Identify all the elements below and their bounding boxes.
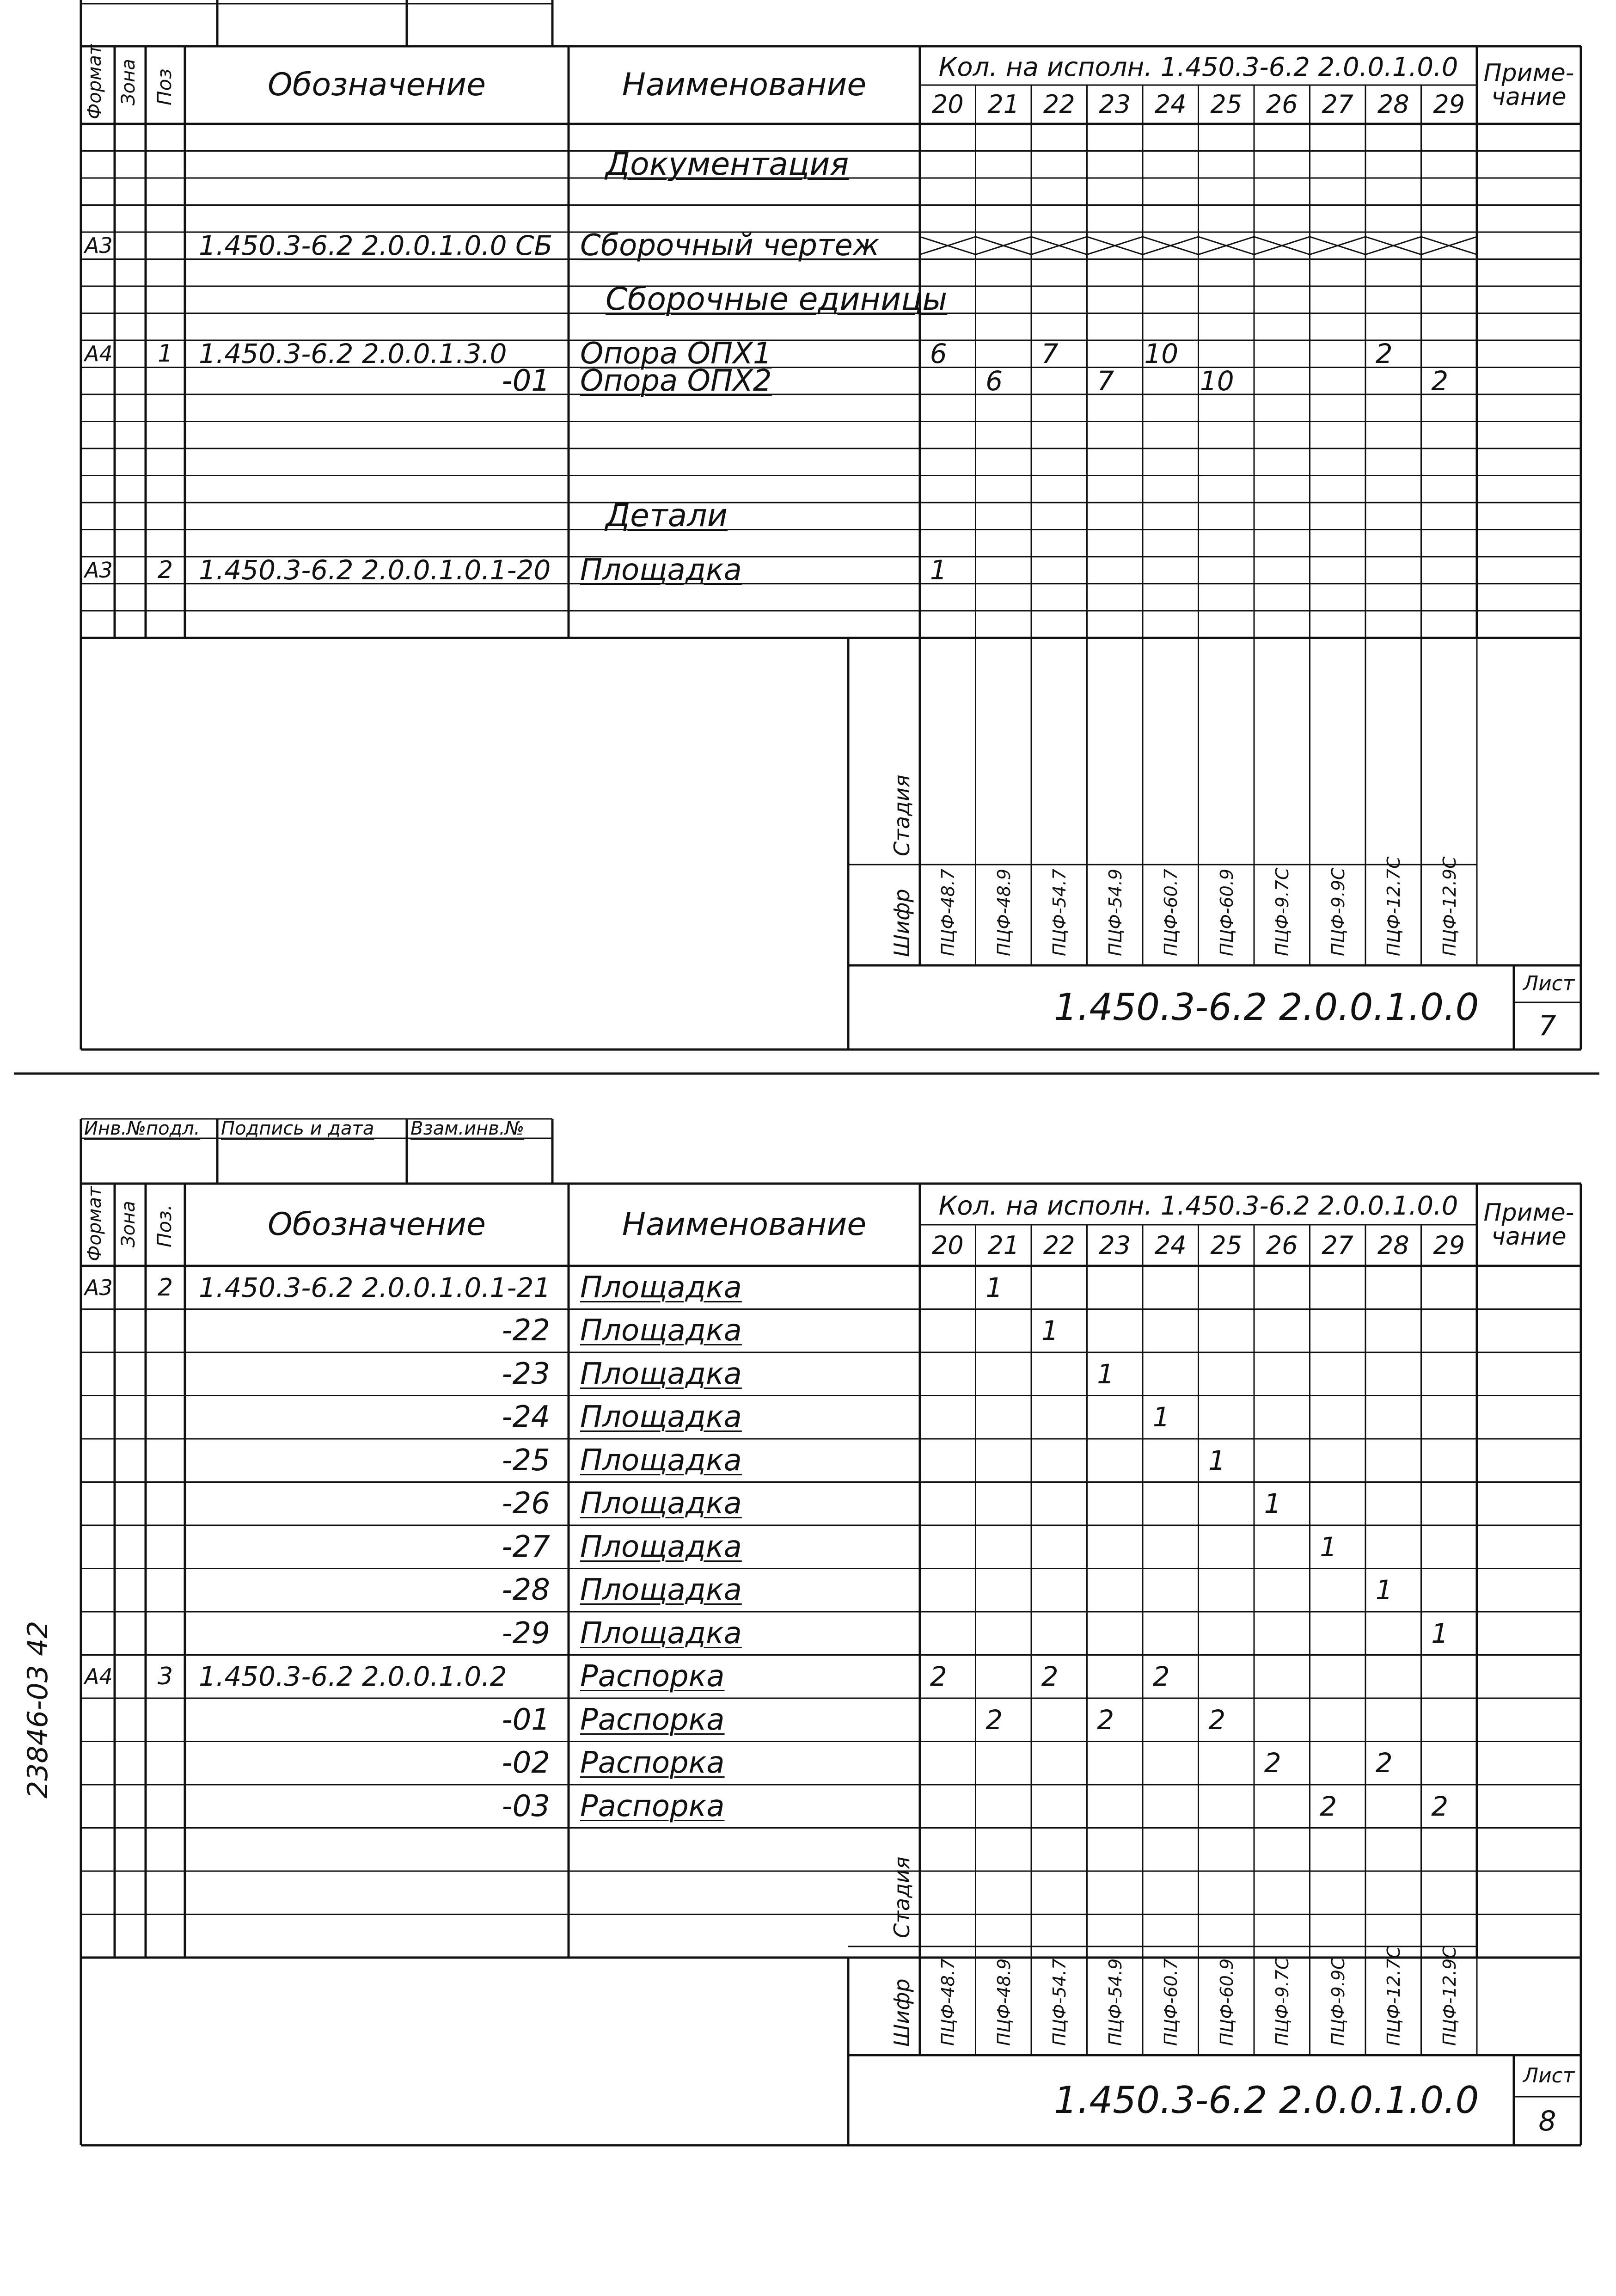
sheet7-variant-24-label: 24	[1154, 90, 1187, 119]
sheet8-doc-number: 1.450.3-6.2 2.0.0.1.0.0	[1054, 2078, 1479, 2122]
sheet7-variant-27-label: 27	[1322, 90, 1354, 119]
sheet7-row-name: Опора ОПХ2	[580, 363, 772, 398]
sheet8-variant-23-label: 23	[1099, 1230, 1131, 1260]
sheet7-stage-label: Стадия	[889, 774, 914, 856]
sheet8-qty-cell: 1	[1152, 1401, 1170, 1433]
strip-vzam-label: Взам.инв.№	[410, 1118, 525, 1139]
sheet8-sheet-label: Лист	[1523, 2064, 1575, 2087]
sheet8-row-name: Распорка	[580, 1702, 725, 1737]
sheet7-row-designation: 1.450.3-6.2 2.0.0.1.0.0 СБ	[199, 230, 553, 262]
strip-inv-label: Инв.№подл.	[84, 1118, 200, 1139]
sheet7-cipher-0: ПЦФ-48.7	[938, 868, 959, 956]
sheet8-cipher-label: Шифр	[889, 1978, 914, 2047]
sheet7-doc-number: 1.450.3-6.2 2.0.0.1.0.0	[1054, 986, 1479, 1029]
sheet7-row-pos: 2	[157, 556, 173, 584]
sheet7-row-format: А4	[85, 341, 113, 367]
sheet8-row-designation: -24	[502, 1400, 550, 1435]
sheet8-qty-cell: 2	[986, 1704, 1003, 1736]
sheet8-col-designation-label: Обозначение	[268, 1206, 486, 1243]
sheet8-qty-cell: 1	[1320, 1531, 1337, 1563]
sheet8-row-format: А4	[85, 1664, 113, 1689]
sheet7-row-format: А3	[85, 233, 113, 258]
sheet8-row-name: Площадка	[580, 1443, 742, 1478]
sheet8-qty-cell: 2	[1097, 1704, 1114, 1736]
sheet7-cipher-3: ПЦФ-54.9	[1105, 868, 1126, 956]
sheet8-row-format: А3	[85, 1275, 113, 1300]
sheet7-cipher-8: ПЦФ-12.7С	[1383, 856, 1404, 956]
sheet8-row-name: Площадка	[580, 1486, 742, 1521]
sheet8-col-name-label: Наименование	[622, 1206, 867, 1243]
sheet7-row-format: А3	[85, 558, 113, 583]
sheet7-cipher-9: ПЦФ-12.9С	[1439, 856, 1460, 956]
sheet8-variant-22-label: 22	[1043, 1230, 1075, 1260]
sheet8-qty-cell: 1	[1431, 1617, 1449, 1649]
sheet8-row-name: Площадка	[580, 1573, 742, 1608]
sheet8-row-designation: -29	[502, 1616, 550, 1651]
sheet7-cipher-1: ПЦФ-48.9	[993, 868, 1014, 956]
sheet8-variant-27-label: 27	[1322, 1230, 1354, 1260]
sheet8-cipher-6: ПЦФ-9.7С	[1272, 1957, 1293, 2046]
sheet8-cipher-0: ПЦФ-48.7	[938, 1958, 959, 2046]
sheet8-qty-cell: 1	[1041, 1315, 1059, 1347]
sheet8-row-name: Площадка	[580, 1616, 742, 1651]
sheet8-row-designation: -01	[502, 1702, 550, 1737]
sheet8-cipher-3: ПЦФ-54.9	[1105, 1958, 1126, 2046]
strip-sign-label: Подпись и дата	[221, 1118, 374, 1139]
sheet8-row-name: Площадка	[580, 1529, 742, 1564]
sheet8-variant-24-label: 24	[1154, 1230, 1187, 1260]
sheet8-qty-cell: 1	[1264, 1488, 1281, 1520]
sheet7-col-name-label: Наименование	[622, 67, 867, 103]
sheet7-qty-cell: 2	[1375, 338, 1393, 370]
sheet7-variant-28-label: 28	[1377, 90, 1409, 119]
sheet8-row-name: Распорка	[580, 1746, 725, 1780]
sheet8-row-pos: 2	[157, 1273, 173, 1301]
sheet8-col-pos-label: Поз.	[153, 1204, 176, 1247]
sheet7-section-title: Детали	[606, 497, 728, 534]
sheet8-qty-header-label: Кол. на исполн. 1.450.3-6.2 2.0.0.1.0.0	[938, 1191, 1458, 1221]
sheet8-row-designation: 1.450.3-6.2 2.0.0.1.0.1-21	[199, 1271, 551, 1303]
sheet7-cipher-6: ПЦФ-9.7С	[1272, 867, 1293, 956]
sheet7-cipher-2: ПЦФ-54.7	[1049, 868, 1070, 956]
sheet8-row-name: Распорка	[580, 1659, 725, 1694]
sheet7-col-note-label: Приме- чание	[1483, 59, 1574, 111]
sheet7-col-format-label: Формат	[84, 44, 105, 119]
sheet8-row-designation: -28	[502, 1573, 550, 1608]
sheet8-row-pos: 3	[157, 1663, 173, 1691]
sheet8-row-name: Площадка	[580, 1270, 742, 1305]
sheet8-col-note-label: Приме- чание	[1483, 1199, 1574, 1251]
sheet8-variant-28-label: 28	[1377, 1230, 1409, 1260]
sheet7-qty-cell: 10	[1200, 365, 1234, 397]
sheet7-row-designation: 1.450.3-6.2 2.0.0.1.3.0	[199, 338, 507, 370]
sheet7-qty-cell: 2	[1431, 365, 1449, 397]
sheet8-row-designation: -23	[502, 1357, 550, 1391]
sheet7-col-pos-label: Поз	[153, 68, 176, 105]
sheet7-qty-cell: 1	[930, 554, 947, 586]
sheet8-variant-25-label: 25	[1210, 1230, 1243, 1260]
side-archive-stamp: 23846-03 42	[22, 1621, 54, 1799]
sheet7-variant-20-label: 20	[931, 90, 964, 119]
sheet7-variant-29-label: 29	[1433, 90, 1465, 119]
sheet8-row-name: Площадка	[580, 1314, 742, 1348]
sheet8-cipher-5: ПЦФ-60.9	[1216, 1958, 1237, 2046]
sheet7-row-name: Сборочный чертеж	[580, 228, 880, 263]
sheet7-variant-26-label: 26	[1266, 90, 1298, 119]
sheet8-cipher-2: ПЦФ-54.7	[1049, 1958, 1070, 2046]
sheet8-col-zone-label: Зона	[118, 1201, 139, 1247]
sheet7-sheet-label: Лист	[1523, 972, 1575, 995]
sheet8-qty-cell: 2	[1041, 1661, 1059, 1693]
sheet7-row-name: Площадка	[580, 553, 742, 588]
sheet8-row-designation: -27	[502, 1529, 550, 1564]
sheet8-qty-cell: 2	[1431, 1790, 1449, 1822]
sheet8-cipher-1: ПЦФ-48.9	[993, 1958, 1014, 2046]
sheet8-qty-cell: 2	[1264, 1747, 1281, 1779]
sheet8-qty-cell: 1	[1097, 1358, 1114, 1390]
sheet7-qty-cell: 6	[930, 338, 947, 370]
sheet7-section-title: Сборочные единицы	[606, 281, 948, 318]
sheet7-variant-23-label: 23	[1099, 90, 1131, 119]
sheet8-row-designation: -26	[502, 1486, 550, 1521]
sheet7-cipher-5: ПЦФ-60.9	[1216, 868, 1237, 956]
sheet7-qty-cell: 10	[1144, 338, 1179, 370]
sheet7-qty-header-label: Кол. на исполн. 1.450.3-6.2 2.0.0.1.0.0	[938, 52, 1458, 82]
sheet8-qty-cell: 2	[1320, 1790, 1337, 1822]
sheet8-qty-cell: 2	[1375, 1747, 1393, 1779]
sheet8-variant-29-label: 29	[1433, 1230, 1465, 1260]
sheet8-row-name: Распорка	[580, 1789, 725, 1823]
sheet8-row-name: Площадка	[580, 1400, 742, 1435]
sheet7-row-name: Опора ОПХ1	[580, 337, 772, 371]
sheet8-sheet-number: 8	[1538, 2105, 1556, 2137]
sheet7-variant-22-label: 22	[1043, 90, 1075, 119]
sheet8-row-designation: -25	[502, 1443, 550, 1478]
sheet8-row-designation: -03	[502, 1789, 550, 1823]
sheet8-cipher-9: ПЦФ-12.9С	[1439, 1946, 1460, 2046]
sheet8-col-format-label: Формат	[84, 1186, 105, 1261]
sheet7-cipher-4: ПЦФ-60.7	[1161, 868, 1181, 956]
sheet8-variant-26-label: 26	[1266, 1230, 1298, 1260]
sheet8-variant-21-label: 21	[987, 1230, 1020, 1260]
sheet7-col-designation-label: Обозначение	[268, 67, 486, 103]
sheet8-qty-cell: 1	[986, 1271, 1003, 1303]
sheet7-qty-cell: 7	[1041, 338, 1059, 370]
sheet8-qty-cell: 1	[1375, 1574, 1393, 1606]
sheet7-cipher-7: ПЦФ-9.9С	[1328, 867, 1348, 956]
sheet7-qty-cell: 7	[1097, 365, 1114, 397]
sheet7-qty-cell: 6	[986, 365, 1003, 397]
sheet7-variant-25-label: 25	[1210, 90, 1243, 119]
sheet8-stage-label: Стадия	[889, 1856, 914, 1938]
sheet7-variant-21-label: 21	[987, 90, 1020, 119]
sheet7-col-zone-label: Зона	[118, 59, 139, 105]
sheet8-row-designation: -22	[502, 1314, 550, 1348]
sheet8-variant-20-label: 20	[931, 1230, 964, 1260]
sheet8-row-name: Площадка	[580, 1357, 742, 1391]
sheet8-row-designation: -02	[502, 1746, 550, 1780]
sheet8-qty-cell: 2	[1208, 1704, 1226, 1736]
sheet8-cipher-7: ПЦФ-9.9С	[1328, 1957, 1348, 2046]
sheet8-cipher-8: ПЦФ-12.7С	[1383, 1946, 1404, 2046]
sheet8-qty-cell: 2	[1152, 1661, 1170, 1693]
sheet7-row-pos: 1	[157, 340, 173, 368]
sheet8-cipher-4: ПЦФ-60.7	[1161, 1958, 1181, 2046]
sheet7-cipher-label: Шифр	[889, 889, 914, 957]
sheet8-row-designation: 1.450.3-6.2 2.0.0.1.0.2	[199, 1661, 507, 1693]
sheet8-qty-cell: 1	[1208, 1444, 1226, 1476]
sheet7-section-title: Документация	[606, 146, 849, 183]
sheet7-row-designation: 1.450.3-6.2 2.0.0.1.0.1-20	[199, 554, 551, 586]
sheet8-qty-cell: 2	[930, 1661, 947, 1693]
sheet7-sheet-number: 7	[1538, 1010, 1556, 1042]
sheet7-row-designation: -01	[502, 363, 550, 398]
